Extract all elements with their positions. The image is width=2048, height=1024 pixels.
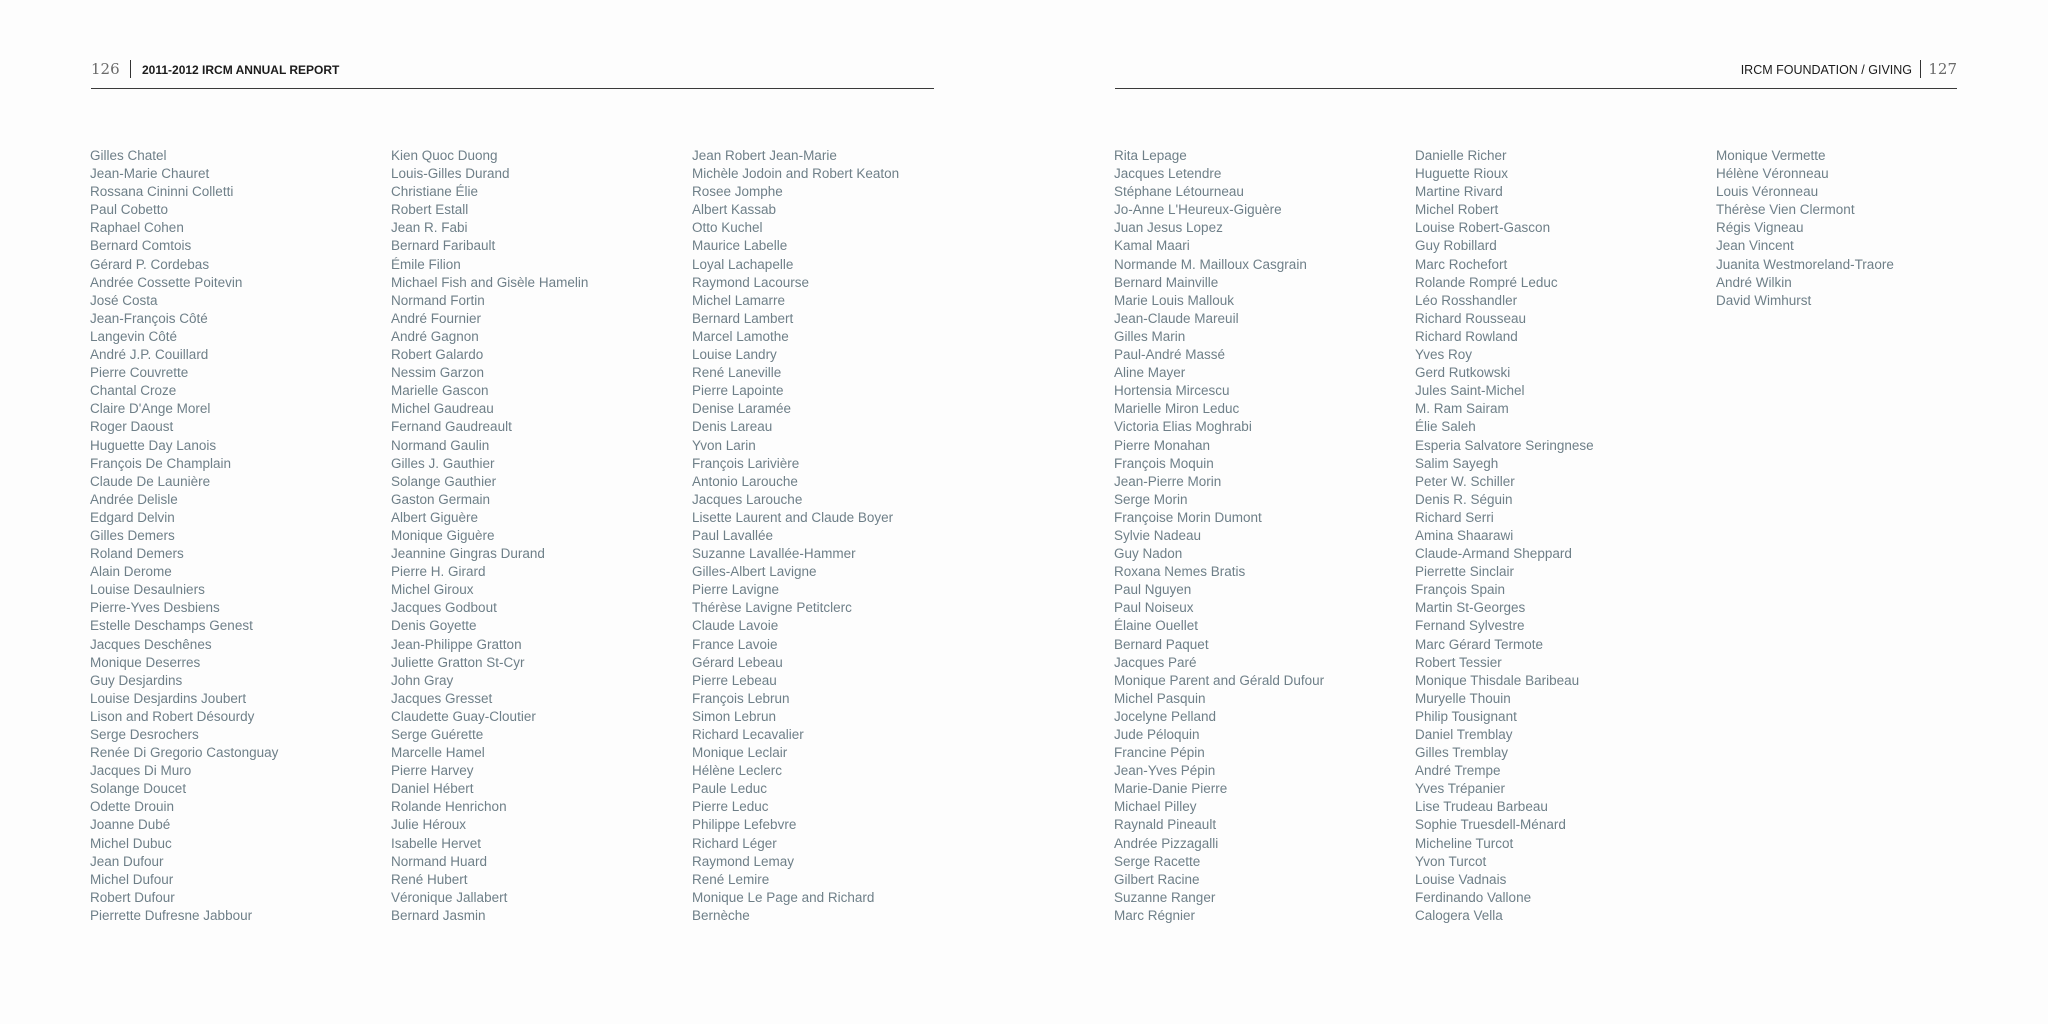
header-separator: [1920, 60, 1921, 78]
donor-name: Lise Trudeau Barbeau: [1415, 799, 1548, 815]
donor-name: Gilles Demers: [90, 527, 175, 543]
donor-name: Rolande Rompré Leduc: [1415, 274, 1558, 290]
donor-name: Albert Giguère: [391, 509, 479, 525]
donor-name: Maurice Labelle: [692, 238, 788, 254]
donor-name: Claudette Guay-Cloutier: [391, 708, 536, 724]
donor-name: Michel Pasquin: [1114, 690, 1206, 706]
donor-name: François Larivière: [692, 455, 800, 471]
donor-name: Hortensia Mircescu: [1114, 383, 1230, 399]
donor-name: Robert Estall: [391, 202, 469, 218]
donor-name: Marc Gérard Termote: [1415, 636, 1544, 652]
donor-name: Jacques Deschênes: [90, 636, 212, 652]
donor-name: Jacques Larouche: [692, 491, 803, 507]
donor-name: Élie Saleh: [1415, 419, 1476, 435]
donor-name: Gilles Tremblay: [1415, 745, 1509, 761]
donor-name: Daniel Hébert: [391, 781, 474, 797]
donor-name: Michel Dufour: [90, 871, 174, 887]
donor-name: Joanne Dubé: [90, 817, 171, 833]
donor-name: François Spain: [1415, 582, 1506, 598]
donor-name: Francine Pépin: [1114, 745, 1205, 761]
donor-name: Michel Dubuc: [90, 835, 172, 851]
donor-name: Muryelle Thouin: [1415, 690, 1511, 706]
donor-name: Estelle Deschamps Genest: [90, 618, 253, 634]
donor-name: Rosee Jomphe: [692, 184, 783, 200]
donor-name: Hélène Véronneau: [1716, 166, 1829, 182]
donor-name: Fernand Gaudreault: [391, 419, 512, 435]
donor-name: Pierre-Yves Desbiens: [90, 600, 220, 616]
donor-name: Bernard Paquet: [1114, 636, 1209, 652]
donor-name: Jean Dufour: [90, 853, 164, 869]
donor-name: René Laneville: [692, 365, 782, 381]
donor-column-1: [90, 147, 278, 925]
donor-name: Solange Doucet: [90, 781, 187, 797]
donor-name: Michael Pilley: [1114, 799, 1197, 815]
right-page-header: [1115, 58, 1957, 82]
donor-name: Louis-Gilles Durand: [391, 166, 510, 182]
donor-column-4: [1114, 147, 1324, 925]
donor-name: Monique Leclair: [692, 745, 788, 761]
donor-name: Régis Vigneau: [1716, 220, 1804, 236]
donor-name: Kien Quoc Duong: [391, 148, 498, 163]
donor-name: François Lebrun: [692, 690, 790, 706]
donor-name: Michel Gaudreau: [391, 401, 494, 417]
donor-name: Jacques Gresset: [391, 690, 493, 706]
donor-name: Ferdinando Vallone: [1415, 889, 1532, 905]
right-header-rule: [1115, 88, 1957, 89]
donor-name: Andrée Delisle: [90, 491, 178, 507]
donor-name: Raymond Lacourse: [692, 274, 810, 290]
donor-name: Louise Landry: [692, 347, 777, 363]
donor-name: René Hubert: [391, 871, 468, 887]
donor-name: Martin St-Georges: [1415, 600, 1526, 616]
donor-name: Albert Kassab: [692, 202, 777, 218]
donor-name: Jean Vincent: [1716, 238, 1794, 254]
donor-name: José Costa: [90, 292, 158, 308]
donor-name: Jules Saint-Michel: [1415, 383, 1525, 399]
donor-name: Isabelle Hervet: [391, 835, 482, 851]
donor-name: Victoria Elias Moghrabi: [1114, 419, 1252, 435]
donor-name: Marc Rochefort: [1415, 256, 1508, 272]
donor-name: Paule Leduc: [692, 781, 768, 797]
donor-name: David Wimhurst: [1716, 292, 1812, 308]
donor-name: Langevin Côté: [90, 328, 178, 344]
donor-name: Pierre Monahan: [1114, 437, 1211, 453]
donor-name: Gerd Rutkowski: [1415, 365, 1511, 381]
donor-name: Richard Lecavalier: [692, 727, 804, 742]
donor-name: Françoise Morin Dumont: [1114, 509, 1262, 525]
donor-name: Loyal Lachapelle: [692, 256, 794, 272]
donor-name: Huguette Day Lanois: [90, 437, 217, 453]
donor-name: Monique Thisdale Baribeau: [1415, 672, 1580, 688]
donor-name: Yvon Larin: [692, 437, 756, 453]
donor-name: Gilles Chatel: [90, 148, 167, 163]
donor-name: Rolande Henrichon: [391, 799, 507, 815]
donor-name: Bernard Mainville: [1114, 274, 1219, 290]
donor-column-5: [1415, 147, 1594, 925]
donor-name: Solange Gauthier: [391, 473, 497, 489]
donor-name: Huguette Rioux: [1415, 166, 1509, 182]
donor-name: Esperia Salvatore Seringnese: [1415, 437, 1594, 453]
donor-name: Denis Lareau: [692, 419, 773, 435]
donor-name: Gilles-Albert Lavigne: [692, 564, 817, 580]
donor-name: Daniel Tremblay: [1415, 727, 1513, 742]
donor-name: Yves Roy: [1415, 347, 1473, 363]
donor-name: Jean-Claude Mareuil: [1114, 310, 1239, 326]
donor-name: Léo Rosshandler: [1415, 292, 1518, 308]
donor-name: Serge Desrochers: [90, 727, 199, 742]
donor-name: Sophie Truesdell-Ménard: [1415, 817, 1566, 833]
donor-name: Pierre Harvey: [391, 763, 474, 779]
donor-name: Paul Cobetto: [90, 202, 169, 218]
donor-name: Jocelyne Pelland: [1114, 708, 1217, 724]
donor-name: Alain Derome: [90, 564, 172, 580]
donor-name: François De Champlain: [90, 455, 232, 471]
donor-name: Normand Huard: [391, 853, 488, 869]
donor-name: Chantal Croze: [90, 383, 177, 399]
donor-name: Michel Lamarre: [692, 292, 786, 308]
donor-name: Paul Lavallée: [692, 527, 774, 543]
donor-name: Guy Robillard: [1415, 238, 1497, 254]
donor-name: Jacques Paré: [1114, 654, 1197, 670]
donor-name: Michael Fish and Gisèle Hamelin: [391, 274, 589, 290]
donor-name: Louise Vadnais: [1415, 871, 1507, 887]
donor-name: André Wilkin: [1716, 274, 1792, 290]
donor-name: Jeannine Gingras Durand: [391, 546, 545, 562]
donor-name: Gilles Marin: [1114, 328, 1186, 344]
donor-name: Jean Robert Jean-Marie: [692, 148, 837, 163]
donor-name: Pierrette Dufresne Jabbour: [90, 907, 253, 923]
donor-name: Denise Laramée: [692, 401, 792, 417]
donor-name: Thérèse Lavigne Petitclerc: [692, 600, 852, 616]
donor-name: Élaine Ouellet: [1114, 618, 1199, 634]
donor-name: Kamal Maari: [1114, 238, 1190, 254]
donor-name: Jean-Yves Pépin: [1114, 763, 1216, 779]
donor-name: Pierre Lebeau: [692, 672, 777, 688]
donor-name: Gilbert Racine: [1114, 871, 1200, 887]
donor-name: Jo-Anne L'Heureux-Giguère: [1114, 202, 1282, 218]
donor-name: Claude-Armand Sheppard: [1415, 546, 1572, 562]
donor-name: Juan Jesus Lopez: [1114, 220, 1223, 236]
donor-name: Yvon Turcot: [1415, 853, 1487, 869]
donor-name: Andrée Pizzagalli: [1114, 835, 1219, 851]
donor-name: Danielle Richer: [1415, 148, 1507, 163]
donor-name: Roland Demers: [90, 546, 184, 562]
donor-name: Marielle Gascon: [391, 383, 489, 399]
donor-name: Marielle Miron Leduc: [1114, 401, 1240, 417]
right-page-title: IRCM FOUNDATION / GIVING: [1740, 63, 1912, 77]
left-page-number: 126: [91, 60, 120, 78]
donor-name: Denis Goyette: [391, 618, 477, 634]
donor-name: Monique Vermette: [1716, 148, 1826, 163]
donor-name: Suzanne Ranger: [1114, 889, 1216, 905]
donor-name: Raynald Pineault: [1114, 817, 1217, 833]
donor-name: Louis Véronneau: [1716, 184, 1819, 200]
donor-name: Jean-Pierre Morin: [1114, 473, 1222, 489]
donor-name: Normande M. Mailloux Casgrain: [1114, 256, 1307, 272]
donor-name: Véronique Jallabert: [391, 889, 508, 905]
donor-name: Claire D'Ange Morel: [90, 401, 211, 417]
donor-name: Roxana Nemes Bratis: [1114, 564, 1246, 580]
donor-name: Serge Guérette: [391, 727, 484, 742]
donor-name: Gilles J. Gauthier: [391, 455, 495, 471]
donor-name: Roger Daoust: [90, 419, 174, 435]
donor-name: Edgard Delvin: [90, 509, 175, 525]
donor-name: Louise Desaulniers: [90, 582, 205, 598]
donor-name: Pierre Leduc: [692, 799, 769, 815]
donor-name: Michèle Jodoin and Robert Keaton: [692, 166, 900, 182]
donor-name: Antonio Larouche: [692, 473, 798, 489]
donor-column-6: [1716, 147, 1894, 310]
left-page-header: [91, 58, 934, 82]
donor-name: Richard Rowland: [1415, 328, 1518, 344]
donor-name: Juliette Gratton St-Cyr: [391, 654, 525, 670]
donor-name: François Moquin: [1114, 455, 1214, 471]
donor-name: Fernand Sylvestre: [1415, 618, 1525, 634]
donor-name: Monique Giguère: [391, 527, 495, 543]
left-header-rule: [91, 88, 934, 89]
donor-name: Micheline Turcot: [1415, 835, 1514, 851]
donor-name: Thérèse Vien Clermont: [1716, 202, 1855, 218]
header-separator: [130, 60, 131, 78]
donor-name: Jacques Godbout: [391, 600, 497, 616]
donor-name: Yves Trépanier: [1415, 781, 1506, 797]
donor-name: Peter W. Schiller: [1415, 473, 1515, 489]
donor-column-2: [391, 147, 588, 925]
donor-name: Denis R. Séguin: [1415, 491, 1513, 507]
donor-name: Julie Héroux: [391, 817, 467, 833]
donor-name: Richard Serri: [1415, 509, 1494, 525]
donor-name: Sylvie Nadeau: [1114, 527, 1202, 543]
donor-name: Marc Régnier: [1114, 907, 1196, 923]
donor-name: Marcelle Hamel: [391, 745, 485, 761]
donor-name: Pierre H. Girard: [391, 564, 486, 580]
donor-name: Jean-François Côté: [90, 310, 208, 326]
right-page-number: 127: [1928, 60, 1957, 78]
donor-name: Richard Léger: [692, 835, 777, 851]
donor-name: Jacques Letendre: [1114, 166, 1222, 182]
donor-name: Jean-Marie Chauret: [90, 166, 210, 182]
donor-name: Andrée Cossette Poitevin: [90, 274, 243, 290]
donor-name: Pierre Lavigne: [692, 582, 780, 598]
donor-name: Monique Parent and Gérald Dufour: [1114, 672, 1325, 688]
donor-name: André Gagnon: [391, 328, 479, 344]
donor-name: Simon Lebrun: [692, 708, 777, 724]
donor-name: Raphael Cohen: [90, 220, 184, 236]
left-page-title: 2011-2012 IRCM ANNUAL REPORT: [142, 63, 340, 77]
donor-name: Bernèche: [692, 907, 750, 923]
donor-name: Richard Rousseau: [1415, 310, 1527, 326]
donor-name: Pierrette Sinclair: [1415, 564, 1515, 580]
donor-name: Odette Drouin: [90, 799, 175, 815]
donor-name: Hélène Leclerc: [692, 763, 783, 779]
donor-name: Gérard P. Cordebas: [90, 256, 210, 272]
donor-name: Bernard Jasmin: [391, 907, 486, 923]
donor-name: Juanita Westmoreland-Traore: [1716, 256, 1894, 272]
donor-name: Robert Dufour: [90, 889, 175, 905]
donor-name: Michel Robert: [1415, 202, 1499, 218]
donor-name: Louise Desjardins Joubert: [90, 690, 247, 706]
donor-name: Émile Filion: [391, 256, 461, 272]
donor-name: Christiane Élie: [391, 184, 479, 200]
donor-name: Claude De Launière: [90, 473, 211, 489]
donor-name: Normand Fortin: [391, 292, 485, 308]
donor-name: Martine Rivard: [1415, 184, 1503, 200]
donor-name: Bernard Lambert: [692, 310, 794, 326]
donor-name: Pierre Lapointe: [692, 383, 784, 399]
donor-name: André J.P. Couillard: [90, 347, 209, 363]
donor-name: Paul Nguyen: [1114, 582, 1192, 598]
donor-name: Raymond Lemay: [692, 853, 795, 869]
donor-name: Marie Louis Mallouk: [1114, 292, 1235, 308]
donor-name: Louise Robert-Gascon: [1415, 220, 1551, 236]
donor-name: Jude Péloquin: [1114, 727, 1200, 742]
donor-name: Claude Lavoie: [692, 618, 779, 634]
donor-name: Normand Gaulin: [391, 437, 490, 453]
donor-name: Paul Noiseux: [1114, 600, 1194, 616]
donor-name: Monique Le Page and Richard: [692, 889, 875, 905]
donor-name: Amina Shaarawi: [1415, 527, 1514, 543]
donor-name: Rita Lepage: [1114, 148, 1187, 163]
donor-name: Philip Tousignant: [1415, 708, 1517, 724]
donor-name: Guy Desjardins: [90, 672, 183, 688]
donor-name: Nessim Garzon: [391, 365, 485, 381]
donor-name: Serge Morin: [1114, 491, 1188, 507]
donor-name: Marcel Lamothe: [692, 328, 789, 344]
donor-name: Aline Mayer: [1114, 365, 1186, 381]
donor-name: Salim Sayegh: [1415, 455, 1499, 471]
donor-name: M. Ram Sairam: [1415, 401, 1509, 417]
donor-name: Stéphane Létourneau: [1114, 184, 1244, 200]
donor-name: Pierre Couvrette: [90, 365, 189, 381]
donor-column-3: [692, 147, 899, 925]
donor-name: Lison and Robert Désourdy: [90, 708, 255, 724]
donor-name: André Fournier: [391, 310, 482, 326]
donor-name: Otto Kuchel: [692, 220, 763, 236]
donor-name: Bernard Faribault: [391, 238, 496, 254]
donor-name: Jean R. Fabi: [391, 220, 468, 236]
donor-name: Jean-Philippe Gratton: [391, 636, 522, 652]
donor-name: John Gray: [391, 672, 454, 688]
donor-name: Gaston Germain: [391, 491, 491, 507]
donor-name: Marie-Danie Pierre: [1114, 781, 1228, 797]
donor-name: Jacques Di Muro: [90, 763, 192, 779]
donor-name: René Lemire: [692, 871, 770, 887]
donor-name: Robert Galardo: [391, 347, 484, 363]
donor-name: France Lavoie: [692, 636, 778, 652]
donor-name: Lisette Laurent and Claude Boyer: [692, 509, 894, 525]
donor-name: André Trempe: [1415, 763, 1501, 779]
donor-name: Michel Giroux: [391, 582, 474, 598]
donor-name: Bernard Comtois: [90, 238, 192, 254]
donor-name: Renée Di Gregorio Castonguay: [90, 745, 279, 761]
donor-name: Serge Racette: [1114, 853, 1201, 869]
donor-name: Monique Deserres: [90, 654, 201, 670]
donor-name: Robert Tessier: [1415, 654, 1502, 670]
donor-name: Gérard Lebeau: [692, 654, 783, 670]
donor-name: Paul-André Massé: [1114, 347, 1226, 363]
donor-name: Philippe Lefebvre: [692, 817, 797, 833]
donor-name: Suzanne Lavallée-Hammer: [692, 546, 856, 562]
donor-name: Calogera Vella: [1415, 907, 1503, 923]
donor-name: Rossana Cininni Colletti: [90, 184, 234, 200]
donor-name: Guy Nadon: [1114, 546, 1183, 562]
